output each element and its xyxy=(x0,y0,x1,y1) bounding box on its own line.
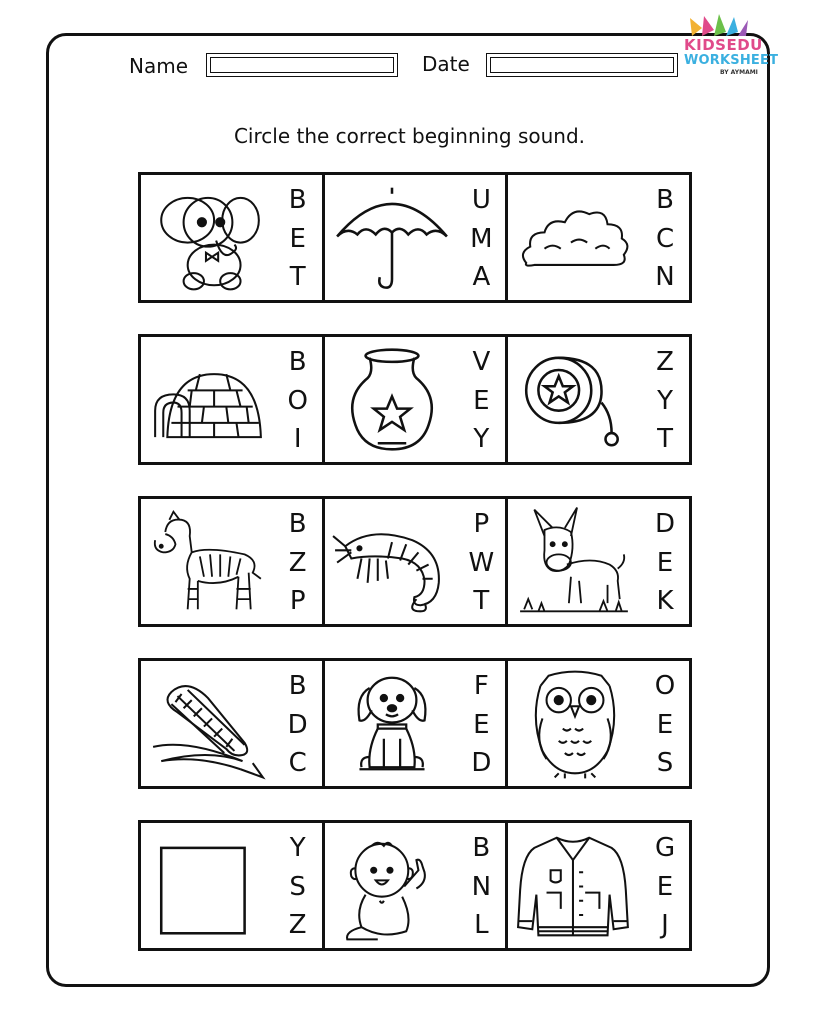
letter-option[interactable]: P xyxy=(289,586,306,616)
elephant-icon xyxy=(147,181,269,294)
yoyo-icon xyxy=(514,343,636,456)
picture-card xyxy=(141,499,325,624)
logo-text-worksheet: WORKSHEET xyxy=(684,53,779,68)
letter-option[interactable]: G xyxy=(654,833,676,863)
picture-card xyxy=(325,823,509,948)
letter-option[interactable]: T xyxy=(657,424,673,454)
letter-option[interactable]: S xyxy=(289,871,306,902)
letter-option[interactable]: B xyxy=(288,509,307,539)
letter-option[interactable]: B xyxy=(288,347,307,377)
zebra-icon xyxy=(147,505,269,618)
picture-card xyxy=(508,823,689,948)
letter-option[interactable]: E xyxy=(656,709,674,740)
baby-icon xyxy=(331,829,453,942)
picture-card xyxy=(508,499,689,624)
kidsedu-logo xyxy=(680,14,779,76)
instruction-text: Circle the correct beginning sound. xyxy=(233,124,586,148)
logo-text-kidsedu: KIDSEDU xyxy=(684,36,763,54)
letter-option[interactable]: E xyxy=(656,871,674,902)
letter-option[interactable]: Z xyxy=(656,347,674,377)
letter-option[interactable]: F xyxy=(473,671,489,701)
date-field[interactable] xyxy=(486,53,678,77)
picture-row xyxy=(138,334,692,465)
letter-option[interactable]: N xyxy=(655,262,675,292)
logo-text-byline: BY AYMAMI xyxy=(720,69,758,76)
letter-option[interactable]: N xyxy=(471,871,492,902)
picture-row xyxy=(138,658,692,789)
date-label: Date xyxy=(422,52,470,76)
dog-icon xyxy=(331,667,453,780)
letter-option[interactable]: B xyxy=(656,185,674,215)
letter-option[interactable]: T xyxy=(473,586,490,616)
letter-option[interactable]: K xyxy=(656,586,674,616)
picture-row xyxy=(138,172,692,303)
letter-option[interactable]: Z xyxy=(288,910,307,940)
corn-icon xyxy=(147,667,269,780)
jacket-icon xyxy=(514,829,636,942)
letter-option[interactable]: B xyxy=(288,185,307,215)
vase-icon xyxy=(331,343,453,456)
picture-card xyxy=(325,337,509,462)
umbrella-icon xyxy=(331,181,453,294)
donkey-icon xyxy=(514,505,636,618)
letter-option[interactable]: U xyxy=(471,185,491,215)
letter-option[interactable]: Z xyxy=(288,547,307,578)
letter-option[interactable]: O xyxy=(654,671,676,701)
letter-option[interactable]: Y xyxy=(657,385,673,416)
letter-option[interactable]: T xyxy=(289,262,306,292)
picture-card xyxy=(325,661,509,786)
letter-option[interactable]: C xyxy=(288,748,307,778)
igloo-icon xyxy=(147,343,269,456)
letter-option[interactable]: A xyxy=(472,262,491,292)
name-label: Name xyxy=(129,54,189,78)
picture-card xyxy=(325,175,509,300)
picture-card xyxy=(141,823,325,948)
letter-option[interactable]: M xyxy=(470,223,493,254)
cloud-icon xyxy=(514,181,636,294)
name-field[interactable] xyxy=(206,53,398,77)
picture-card xyxy=(325,499,509,624)
square-icon xyxy=(147,829,269,942)
letter-option[interactable]: O xyxy=(287,385,308,416)
letter-option[interactable]: E xyxy=(289,223,306,254)
letter-option[interactable]: P xyxy=(473,509,490,539)
picture-row xyxy=(138,496,692,627)
letter-option[interactable]: Y xyxy=(473,424,490,454)
letter-option[interactable]: J xyxy=(661,910,669,940)
picture-card xyxy=(141,337,325,462)
picture-card xyxy=(141,175,325,300)
letter-option[interactable]: D xyxy=(655,509,676,539)
letter-option[interactable]: D xyxy=(287,709,308,740)
shrimp-icon xyxy=(331,505,453,618)
picture-card xyxy=(508,661,689,786)
picture-card xyxy=(508,337,689,462)
owl-icon xyxy=(514,667,636,780)
letter-option[interactable]: W xyxy=(468,547,495,578)
letter-option[interactable]: Y xyxy=(289,833,306,863)
letter-option[interactable]: B xyxy=(288,671,307,701)
letter-option[interactable]: V xyxy=(472,347,491,377)
letter-option[interactable]: I xyxy=(293,424,302,454)
letter-option[interactable]: E xyxy=(473,385,490,416)
picture-card xyxy=(508,175,689,300)
letter-option[interactable]: L xyxy=(474,910,489,940)
letter-option[interactable]: E xyxy=(656,547,674,578)
letter-option[interactable]: C xyxy=(655,223,675,254)
letter-option[interactable]: E xyxy=(473,709,490,740)
picture-card xyxy=(141,661,325,786)
letter-option[interactable]: B xyxy=(472,833,491,863)
letter-option[interactable]: D xyxy=(471,748,492,778)
picture-row xyxy=(138,820,692,951)
crown-icon xyxy=(688,14,750,36)
letter-option[interactable]: S xyxy=(656,748,674,778)
